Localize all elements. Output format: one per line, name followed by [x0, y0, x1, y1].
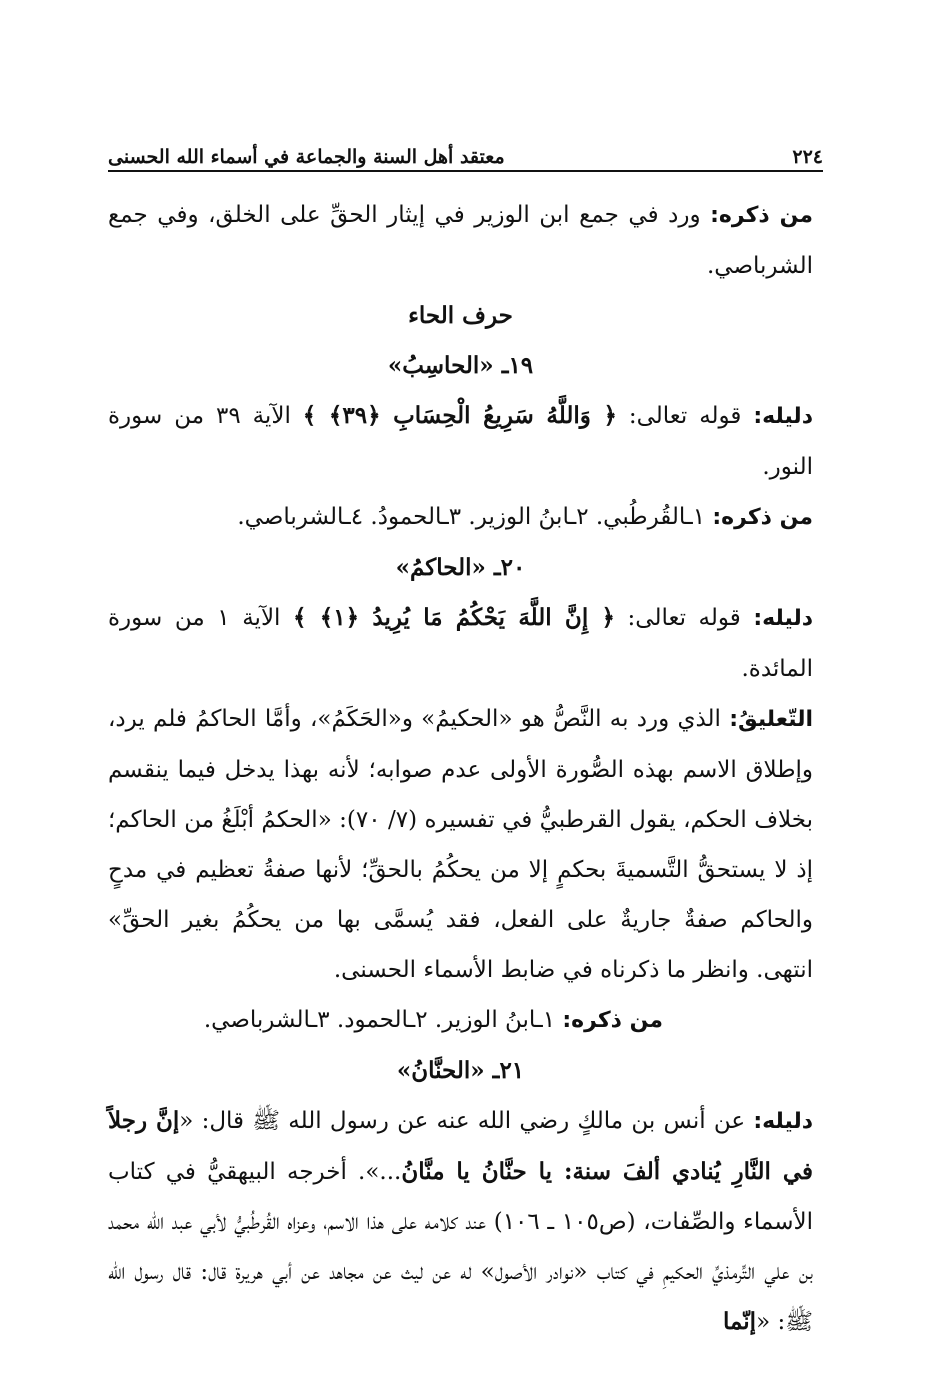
evidence-pre: قوله تعالى:	[614, 605, 754, 631]
entry-20-heading: ٢٠ـ «الحاكمُ»	[395, 554, 526, 581]
entry-20-evidence	[108, 593, 813, 694]
hadith-text: إنَّ رجلاً في النَّارِ يُنادي ألفَ سنة: يا حنَّانُ يا منَّانُ	[108, 1107, 813, 1185]
evidence-label: دليله:	[753, 1109, 813, 1134]
cited-by-text: ١ـابنُ الوزير. ٢ـالحمود. ٣ـالشرباصي.	[203, 1007, 563, 1033]
quran-verse: ﴿ إِنَّ اللَّهَ يَحْكُمُ مَا يُرِيدُ ﴿١﴾ ﴾	[293, 604, 615, 631]
entry-19-evidence	[108, 391, 813, 492]
running-header	[108, 128, 823, 168]
evidence-label: دليله:	[753, 606, 813, 631]
evidence-label: دليله:	[753, 404, 813, 429]
cited-by-text: ورد في جمع ابن الوزير في إيثار الحقِّ على الخلق، وفي جمع الشرباصي.	[108, 202, 813, 279]
entry-19-cited-by	[108, 492, 813, 543]
quran-verse: ﴿ وَاللَّهُ سَرِيعُ الْحِسَابِ ﴿٣٩﴾ ﴾	[302, 402, 617, 429]
running-title: معتقد أهل السنة والجماعة في أسماء الله الحسنى	[108, 146, 505, 168]
cited-by-text: ١ـالقُرطُبي. ٢ـابنُ الوزير. ٣ـالحمودُ. ٤ـالشرباصي.	[237, 504, 713, 530]
evidence-pre: عن أنس بن مالكٍ رضي الله عنه عن رسول الله ﷺ قال: «	[179, 1108, 754, 1134]
entry-21-evidence	[108, 1096, 813, 1347]
evidence-post: الآية ١ من سورة المائدة.	[108, 605, 813, 682]
hadith-continuation: إنّما	[722, 1308, 757, 1335]
body-text	[108, 190, 813, 1347]
cited-by-label: من ذكره:	[562, 1008, 663, 1033]
evidence-post: الآية ٣٩ من سورة النور.	[108, 403, 813, 480]
cited-by-label: من ذكره:	[712, 505, 813, 530]
entry-20-cited-by	[108, 995, 813, 1046]
page-number: ٢٢٤	[792, 146, 823, 168]
paragraph-cited-by	[108, 190, 813, 291]
header-rule	[108, 170, 823, 172]
entry-20-comment	[108, 694, 813, 995]
evidence-post: ...». أخرجه البيهقيُّ في كتاب الأسماء والصِّفات، (ص١٠٥ ـ ١٠٦) عند كلامه على هذا الاسم، وعزاه القُرطُبيُّ لأبي عبد الله محمد بن علي التِّرمذيِّ الحكيمِ في كتاب «نوادر الأصول» له عن ليث عن مجاهد عن أبي هريرة قال: قال رسول الله ﷺ: «	[108, 1159, 814, 1335]
comment-text: الذي ورد به النَّصُّ هو «الحكيمُ» و«الحَكَمُ»، وأمَّا الحاكمُ فلم يرد، وإطلاق الاسم بهذه الصُّورة الأولى عدم صوابه؛ لأنه بهذا يدخل فيما ينقسم بخلاف الحكم، يقول القرطبيُّ في تفسيره (٧/ ٧٠): «الحكمُ أبْلَغُ من الحاكم؛ إذ لا يستحقُّ التَّسميةَ بحكمٍ إلا من يحكُمُ بالحقِّ؛ لأنها صفةُ تعظيم في مدحٍ والحاكم صفةٌ جاريةٌ على الفعل، فقد يُسمَّى بها من يحكُمُ بغير الحقِّ» انتهى. وانظر ما ذكرناه في ضابط الأسماء الحسنى.	[108, 706, 814, 983]
cited-by-label: من ذكره:	[710, 203, 813, 228]
section-title: حرف الحاء	[408, 302, 513, 329]
entry-19-heading: ١٩ـ «الحاسِبُ»	[387, 352, 534, 379]
evidence-pre: قوله تعالى:	[616, 403, 754, 429]
entry-21-heading: ٢١ـ «الحنَّانُ»	[396, 1057, 525, 1084]
comment-label: التّعليقُ:	[729, 707, 813, 732]
